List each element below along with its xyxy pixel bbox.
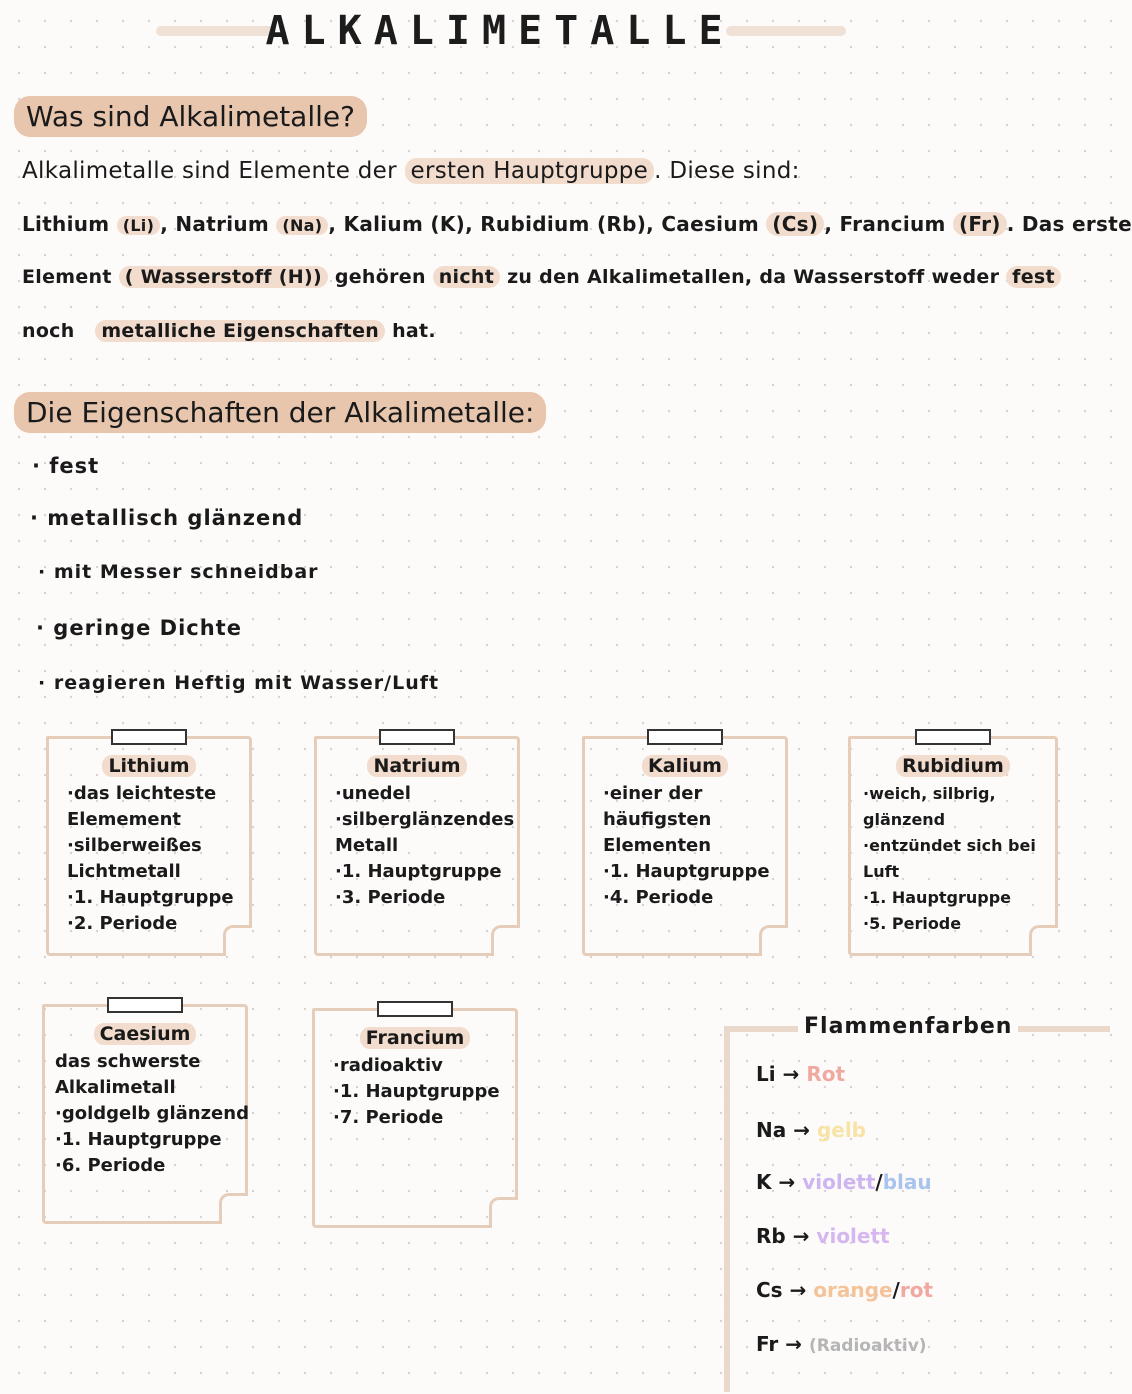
card-line: ·1. Hauptgruppe — [55, 1129, 222, 1150]
tape-icon — [647, 729, 723, 745]
arrow-icon: → — [782, 1062, 800, 1086]
element-symbol: Li — [756, 1062, 776, 1086]
flame-color: violett — [816, 1224, 890, 1248]
element-card-caesium — [42, 1004, 248, 1224]
element-symbol: Cs — [756, 1278, 783, 1302]
card-line: ·das leichteste — [67, 783, 217, 804]
card-line: ·5. Periode — [863, 914, 962, 933]
symbol-cs: (Cs) — [766, 212, 824, 236]
highlight-solid: fest — [1006, 266, 1061, 288]
flame-row — [756, 1062, 845, 1086]
card-line: häufigsten — [603, 809, 712, 830]
card-line: ·4. Periode — [603, 887, 714, 908]
card-line: ·einer der — [603, 783, 703, 804]
arrow-icon: → — [789, 1278, 807, 1302]
card-line: ·7. Periode — [333, 1107, 444, 1128]
card-line: ·1. Hauptgruppe — [333, 1081, 500, 1102]
flame-color: violett — [802, 1170, 876, 1194]
element-card-kalium — [582, 736, 788, 956]
page-fold-icon — [219, 1193, 248, 1224]
card-line: ·1. Hauptgruppe — [335, 861, 502, 882]
text: , Natrium — [160, 212, 270, 236]
card-line: ·silberweißes — [67, 835, 202, 856]
card-line: ·1. Hauptgruppe — [67, 887, 234, 908]
flame-row — [756, 1332, 927, 1356]
highlight-not: nicht — [433, 266, 500, 288]
property-item: · metallisch glänzend — [30, 506, 304, 530]
card-line: ·3. Periode — [335, 887, 446, 908]
element-symbol: Fr — [756, 1332, 779, 1356]
paragraph-line-3 — [22, 266, 1061, 288]
property-item: · fest — [32, 454, 100, 478]
card-line: ·2. Periode — [67, 913, 178, 934]
text: Alkalimetalle sind Elemente der — [22, 158, 397, 184]
section-heading-properties: Die Eigenschaften der Alkalimetalle: — [14, 392, 546, 433]
symbol-li: (Li) — [117, 216, 161, 235]
flame-color-2: rot — [899, 1278, 933, 1302]
text: , Rubidium — [465, 212, 590, 236]
text: hat. — [392, 320, 436, 342]
card-line: ·entzündet sich bei — [863, 836, 1036, 855]
card-line: ·weich, silbrig, — [863, 784, 996, 803]
card-line: Alkalimetall — [55, 1077, 176, 1098]
card-title: Lithium — [49, 755, 249, 777]
flame-color: gelb — [816, 1118, 866, 1142]
card-line: Metall — [335, 835, 399, 856]
card-list — [45, 1049, 249, 1179]
flame-color: Rot — [806, 1062, 846, 1086]
paragraph-line-1 — [22, 158, 800, 184]
card-list — [49, 781, 249, 937]
card-line: ·1. Hauptgruppe — [603, 861, 770, 882]
card-line: ·radioaktiv — [333, 1055, 443, 1076]
text: gehören — [334, 266, 426, 288]
highlight-main-group: ersten Hauptgruppe — [405, 158, 655, 184]
card-title: Kalium — [585, 755, 785, 777]
text: . Das erste — [1006, 212, 1132, 236]
highlight-hydrogen: ( Wasserstoff (H)) — [119, 266, 328, 288]
card-title: Natrium — [317, 755, 517, 777]
flame-colors-title: Flammenfarben — [798, 1014, 1018, 1039]
tape-icon — [379, 729, 455, 745]
card-list — [585, 781, 785, 911]
element-symbol: K — [756, 1170, 772, 1194]
page-fold-icon — [223, 925, 252, 956]
arrow-icon: → — [792, 1224, 810, 1248]
card-line: das schwerste — [55, 1051, 201, 1072]
separator: / — [892, 1278, 900, 1302]
flame-row — [756, 1278, 933, 1302]
card-line: glänzend — [863, 810, 946, 829]
arrow-icon: → — [785, 1332, 802, 1356]
property-item: · mit Messer schneidbar — [38, 561, 319, 583]
card-line: ·unedel — [335, 783, 411, 804]
section-heading-what: Was sind Alkalimetalle? — [14, 96, 367, 137]
card-line: Luft — [863, 862, 900, 881]
element-card-rubidium — [848, 736, 1058, 956]
symbol-k: (K) — [430, 212, 466, 236]
text: , Kalium — [328, 212, 424, 236]
card-line: ·silberglänzendes — [335, 809, 515, 830]
card-title: Francium — [315, 1027, 515, 1049]
highlight-metallic: metalliche Eigenschaften — [95, 320, 385, 342]
flame-row — [756, 1224, 890, 1248]
card-line: ·1. Hauptgruppe — [863, 888, 1012, 907]
card-line: Elementen — [603, 835, 712, 856]
card-list — [317, 781, 517, 911]
arrow-icon: → — [778, 1170, 796, 1194]
paragraph-line-2 — [22, 212, 1132, 236]
page-fold-icon — [491, 925, 520, 956]
page-fold-icon — [759, 925, 788, 956]
card-line: ·6. Periode — [55, 1155, 166, 1176]
element-card-natrium — [314, 736, 520, 956]
flame-color: orange — [813, 1278, 893, 1302]
paragraph-line-4 — [22, 320, 436, 342]
flame-row — [756, 1118, 866, 1142]
property-item: · reagieren Heftig mit Wasser/Luft — [38, 672, 440, 694]
tape-icon — [915, 729, 991, 745]
text: Element — [22, 266, 112, 288]
text: zu den Alkalimetallen, da Wasserstoff weder — [507, 266, 1000, 288]
text: , Caesium — [646, 212, 759, 236]
card-title: Rubidium — [851, 755, 1055, 777]
card-list — [851, 781, 1055, 937]
page-fold-icon — [1029, 925, 1058, 956]
symbol-na: (Na) — [276, 216, 328, 235]
symbol-rb: (Rb) — [596, 212, 647, 236]
page-title: ALKALIMETALLE — [265, 8, 735, 54]
flame-row — [756, 1170, 932, 1194]
tape-icon — [107, 997, 183, 1013]
card-list — [315, 1053, 515, 1131]
flame-color: (Radioaktiv) — [808, 1336, 927, 1356]
element-card-lithium — [46, 736, 252, 956]
page-fold-icon — [489, 1197, 518, 1228]
text: noch — [22, 320, 75, 342]
element-symbol: Rb — [756, 1224, 786, 1248]
text: . Diese sind: — [654, 158, 800, 184]
tape-icon — [111, 729, 187, 745]
tape-icon — [377, 1001, 453, 1017]
separator: / — [875, 1170, 883, 1194]
element-card-francium — [312, 1008, 518, 1228]
element-symbol: Na — [756, 1118, 787, 1142]
symbol-fr: (Fr) — [953, 212, 1007, 236]
card-line: ·goldgelb glänzend — [55, 1103, 249, 1124]
card-line: Lichtmetall — [67, 861, 181, 882]
property-item: · geringe Dichte — [36, 616, 242, 640]
flame-color-2: blau — [882, 1170, 932, 1194]
card-title: Caesium — [45, 1023, 245, 1045]
text: , Francium — [824, 212, 946, 236]
arrow-icon: → — [793, 1118, 810, 1142]
text: Lithium — [22, 212, 110, 236]
card-line: Elemement — [67, 809, 182, 830]
